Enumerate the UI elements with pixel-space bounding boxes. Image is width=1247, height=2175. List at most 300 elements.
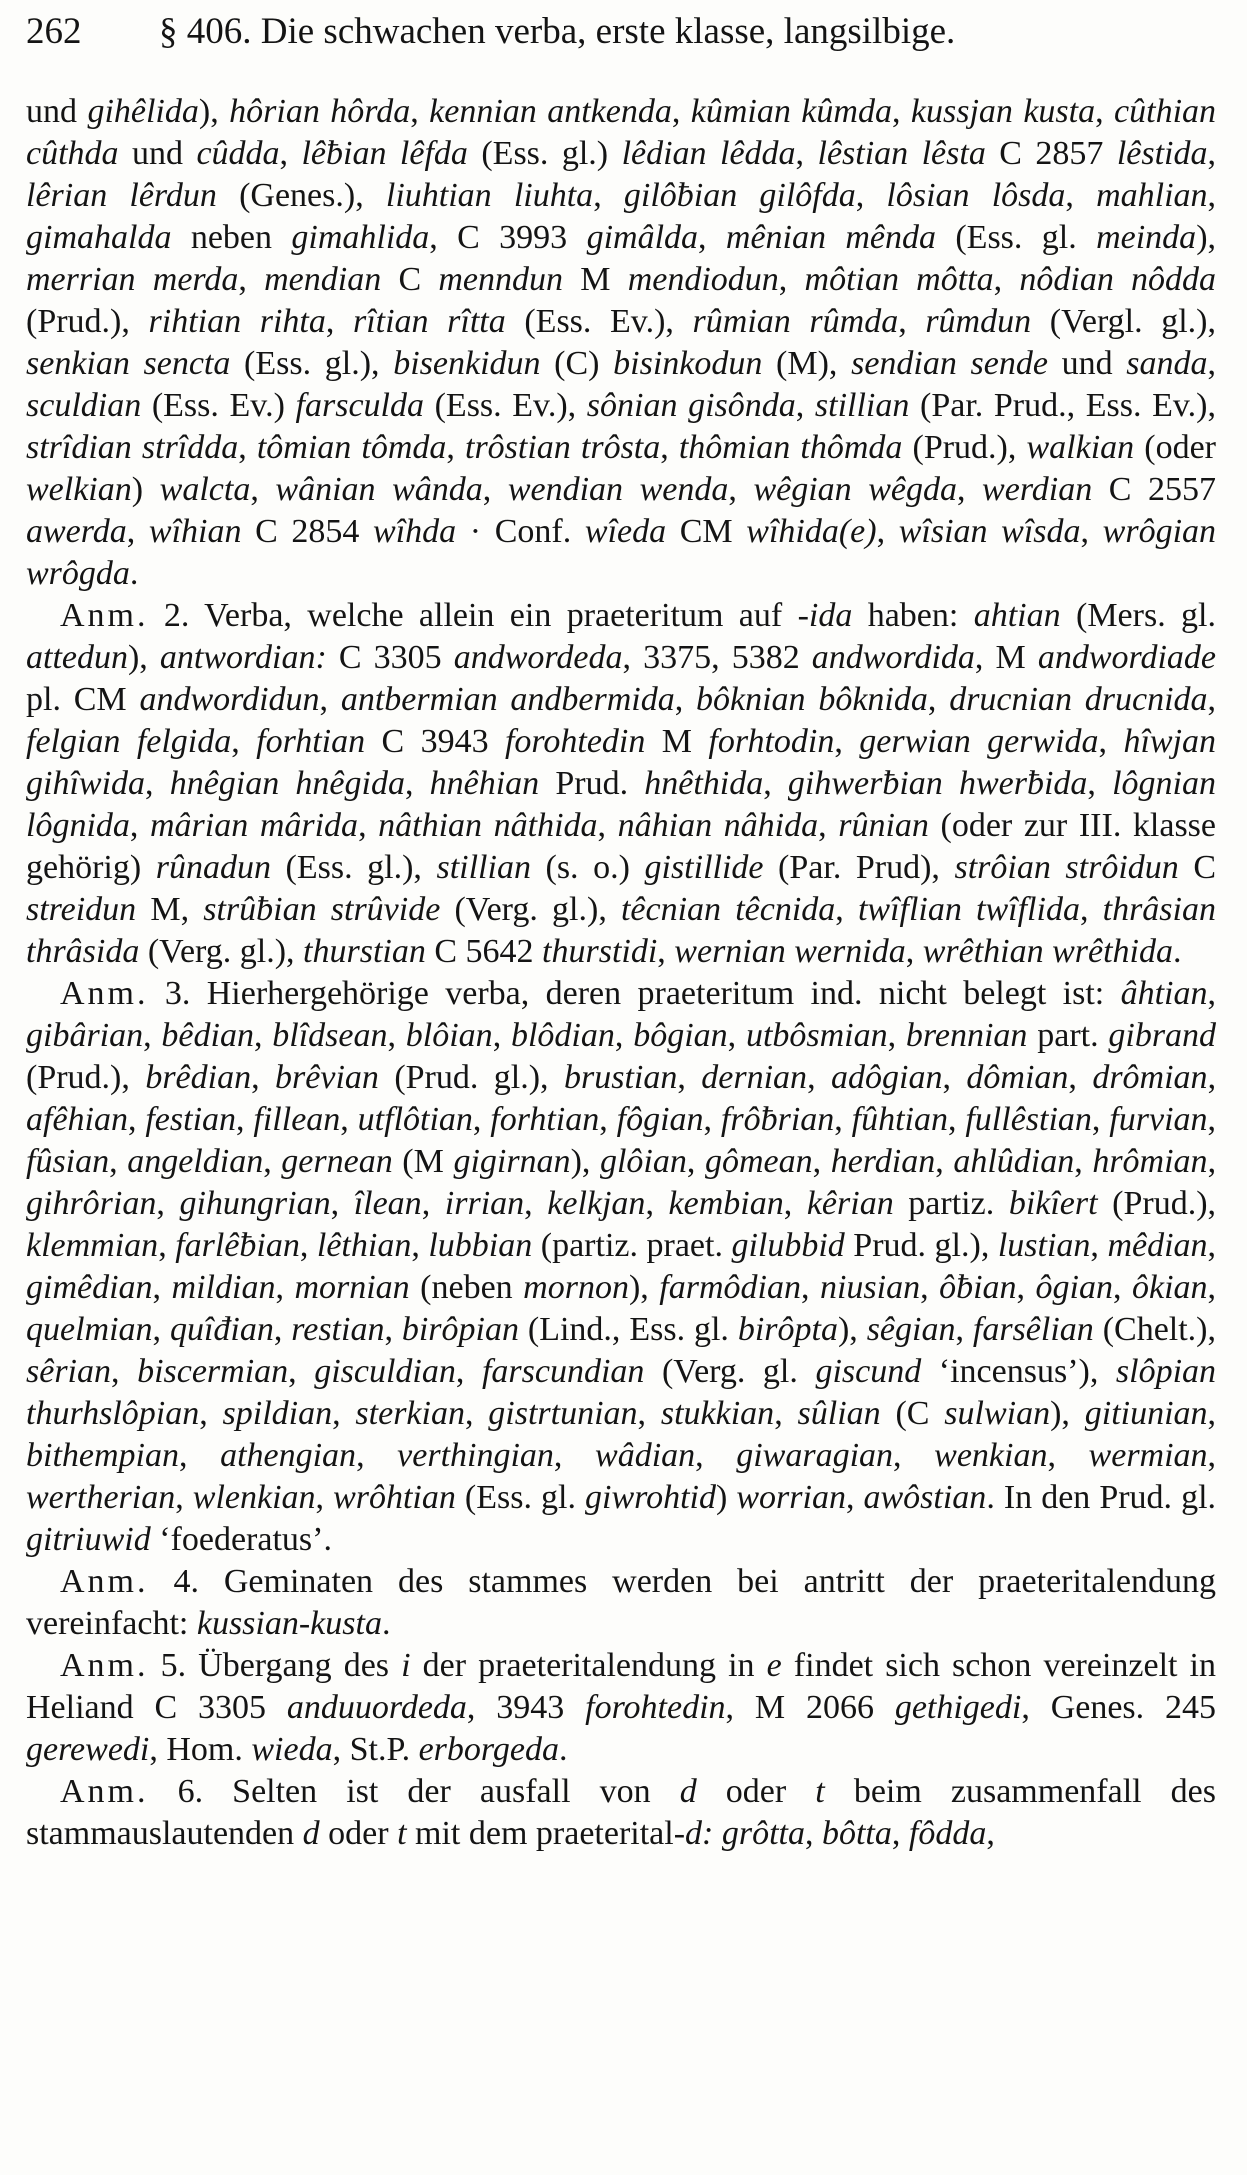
italic-word: gernean xyxy=(281,1143,393,1180)
italic-word: mornon xyxy=(523,1269,629,1306)
text-run: , xyxy=(1090,1227,1108,1264)
italic-word: utflôtian xyxy=(357,1101,473,1138)
italic-word: ôƀian xyxy=(939,1269,1017,1306)
italic-word: andwordiade xyxy=(1037,639,1217,676)
italic-word: wîsian wîsda xyxy=(898,513,1081,550)
text-run: , xyxy=(492,1017,511,1054)
text-run: , xyxy=(834,723,860,760)
text-run: , xyxy=(727,1017,746,1054)
text-run: (Ess. gl.), xyxy=(270,849,437,886)
text-run: . xyxy=(558,1731,568,1768)
text-run: ), xyxy=(628,1269,660,1306)
italic-word: walkian xyxy=(1026,429,1135,466)
text-run: , xyxy=(410,93,430,130)
text-run: (Ess. Ev.) xyxy=(141,387,296,424)
italic-word: welkian xyxy=(26,471,132,508)
italic-word: farscundian xyxy=(481,1353,645,1390)
italic-word: gimêdian xyxy=(26,1269,153,1306)
italic-word: lêrian lêrdun xyxy=(26,177,217,214)
text-run: , xyxy=(330,1185,354,1222)
text-run: , xyxy=(835,891,858,928)
text-run: , xyxy=(1080,513,1103,550)
italic-word: gethigedi xyxy=(894,1689,1022,1726)
text-run: , xyxy=(637,1395,661,1432)
text-run: (neben xyxy=(409,1269,524,1306)
italic-word: lêstida xyxy=(1116,135,1208,172)
italic-word: festian xyxy=(145,1101,237,1138)
text-run: , Hom. xyxy=(149,1731,252,1768)
running-title: § 406. Die schwachen verba, erste klasse, langsilbige. xyxy=(159,11,956,52)
text-run: M, xyxy=(136,891,204,928)
text-run: , xyxy=(891,1815,909,1852)
text-run: neben xyxy=(171,219,292,256)
italic-word: gihungrian xyxy=(179,1185,331,1222)
italic-word: wieda xyxy=(251,1731,333,1768)
italic-word: werdian xyxy=(982,471,1093,508)
italic-word: awôstian xyxy=(863,1479,987,1516)
italic-word: mendian xyxy=(264,261,382,298)
text-run: 4. Geminaten des stammes werden bei antritt der praeteritalendung vereinfacht: xyxy=(26,1563,1216,1642)
text-run: , xyxy=(178,1437,221,1474)
text-run: , xyxy=(783,1185,807,1222)
italic-word: ahtian xyxy=(973,597,1061,634)
text-run: ) xyxy=(131,471,160,508)
text-run: , xyxy=(404,765,430,802)
text-run: M xyxy=(645,723,709,760)
text-run: oder xyxy=(319,1815,398,1852)
italic-word: lôgnian lôgnida xyxy=(26,765,1216,844)
text-run: (Lind., Ess. gl. xyxy=(518,1311,738,1348)
text-run: (oder zur III. klasse gehörig) xyxy=(26,807,1216,886)
text-run: , xyxy=(818,807,839,844)
paragraph-anm-5 xyxy=(26,1645,1216,1771)
text-run: , 3943 xyxy=(466,1689,586,1726)
text-run: , xyxy=(251,1059,276,1096)
italic-word: sônian gisônda xyxy=(586,387,796,424)
italic-word: wlenkian xyxy=(192,1479,316,1516)
text-run: , xyxy=(1207,1143,1217,1180)
text-run: Prud. xyxy=(539,765,645,802)
italic-word: forohtedin xyxy=(504,723,646,760)
anm-label: Anm. xyxy=(60,1563,149,1600)
text-run: , xyxy=(695,1437,737,1474)
italic-word: gimahalda xyxy=(26,219,172,256)
italic-word: erborgeda xyxy=(418,1731,559,1768)
text-run: part. xyxy=(1027,1017,1109,1054)
text-run: , xyxy=(421,1185,445,1222)
italic-word: gistillide xyxy=(644,849,764,886)
text-run: , xyxy=(993,261,1020,298)
text-run: und xyxy=(1047,345,1127,382)
text-run: , xyxy=(299,1227,317,1264)
text-run: , xyxy=(927,681,950,718)
text-run: , C 3993 xyxy=(429,219,587,256)
text-run: , xyxy=(152,1269,172,1306)
italic-word: lêƀian lêfda xyxy=(301,135,468,172)
text-run: (Verg. gl. xyxy=(644,1353,816,1390)
italic-word: lustian xyxy=(997,1227,1091,1264)
italic-word: angeldian xyxy=(127,1143,264,1180)
text-run: , xyxy=(1207,1059,1217,1096)
italic-word: ahlûdian xyxy=(953,1143,1075,1180)
paragraph-word-list xyxy=(26,91,1216,595)
italic-word: strôian strôidun xyxy=(954,849,1179,886)
italic-word: e xyxy=(766,1647,782,1684)
anm-label: Anm. xyxy=(60,975,149,1012)
text-run: , xyxy=(325,303,353,340)
text-run: C 2854 xyxy=(241,513,374,550)
text-run: der praeteritalendung in xyxy=(410,1647,767,1684)
text-run: , xyxy=(109,1143,128,1180)
italic-word: afêhian xyxy=(26,1101,128,1138)
italic-word: fôgian xyxy=(616,1101,704,1138)
text-run: , xyxy=(905,933,923,970)
italic-word: wrêthian wrêthida xyxy=(922,933,1173,970)
italic-word: sculdian xyxy=(26,387,142,424)
italic-word: mendiodun xyxy=(627,261,779,298)
text-run: , xyxy=(674,681,697,718)
italic-word: bisinkodun xyxy=(613,345,763,382)
text-run: , xyxy=(455,1353,482,1390)
italic-word: d xyxy=(302,1815,320,1852)
italic-word: hrômian xyxy=(1092,1143,1208,1180)
italic-word: gerewedi xyxy=(26,1731,150,1768)
text-run: (Mers. gl. xyxy=(1060,597,1217,634)
anm-label: Anm. xyxy=(60,597,149,634)
text-run: , xyxy=(1047,1437,1089,1474)
italic-word: walcta xyxy=(159,471,251,508)
italic-word: sêgian xyxy=(866,1311,956,1348)
text-run: , 3375, 5382 xyxy=(622,639,812,676)
italic-word: frôƀrian xyxy=(720,1101,835,1138)
italic-word: forhtodin xyxy=(708,723,835,760)
italic-word: strûƀian strûvide xyxy=(203,891,441,928)
italic-word: âhtian xyxy=(1120,975,1208,1012)
italic-word: îlean xyxy=(353,1185,422,1222)
text-run: , xyxy=(273,1311,292,1348)
italic-word: gisculdian xyxy=(314,1353,456,1390)
italic-word: farlêƀian xyxy=(175,1227,300,1264)
text-run: . xyxy=(381,1605,391,1642)
text-run: , xyxy=(703,1101,721,1138)
text-run: , xyxy=(253,1017,273,1054)
italic-word: gihwerƀian hwerƀida xyxy=(787,765,1088,802)
italic-word: t xyxy=(815,1773,825,1810)
text-run: , xyxy=(1074,1143,1093,1180)
italic-word: meinda xyxy=(1096,219,1197,256)
text-run: , xyxy=(778,261,805,298)
italic-word: irrian xyxy=(444,1185,525,1222)
text-run: , xyxy=(671,93,691,130)
italic-word: gitriuwid xyxy=(26,1521,151,1558)
text-run: . In den Prud. gl. xyxy=(986,1479,1217,1516)
text-run: , xyxy=(986,1815,995,1852)
text-run: , xyxy=(236,1101,254,1138)
text-run: , xyxy=(657,933,675,970)
text-run: ), xyxy=(1050,1395,1085,1432)
text-run: C xyxy=(381,261,439,298)
italic-word: bôtta xyxy=(821,1815,892,1852)
text-run: , M xyxy=(974,639,1038,676)
italic-word: gômean xyxy=(704,1143,813,1180)
italic-word: gilubbid xyxy=(731,1227,845,1264)
text-run: (C xyxy=(880,1395,945,1432)
text-run: (Genes.), xyxy=(216,177,386,214)
italic-word: wîhian xyxy=(148,513,242,550)
text-run: (Ess. Ev.), xyxy=(505,303,693,340)
italic-word: thurstidi xyxy=(542,933,658,970)
text-run: , xyxy=(238,429,257,466)
italic-word: niusian xyxy=(819,1269,921,1306)
italic-word: lôsian lôsda xyxy=(886,177,1066,214)
text-run: , xyxy=(893,1437,935,1474)
text-run: , xyxy=(686,1143,705,1180)
italic-word: têcnian têcnida xyxy=(620,891,836,928)
text-run: , xyxy=(1065,177,1097,214)
text-run: , St.P. xyxy=(332,1731,419,1768)
text-run: (Prud.), xyxy=(26,303,149,340)
italic-word: sanda xyxy=(1126,345,1208,382)
italic-word: wenkian xyxy=(934,1437,1048,1474)
text-run: , xyxy=(599,1101,617,1138)
italic-word: worrian xyxy=(736,1479,846,1516)
italic-word: môtian môtta xyxy=(804,261,994,298)
italic-word: i xyxy=(401,1647,411,1684)
text-run: CM xyxy=(666,513,747,550)
italic-word: trôstian trôsta xyxy=(465,429,661,466)
text-run: , xyxy=(1079,891,1103,928)
text-run: C 3305 xyxy=(326,639,454,676)
italic-word: thrâsian thrâsida xyxy=(26,891,1216,970)
text-run: und xyxy=(118,135,197,172)
italic-word: gilôƀian gilôfda xyxy=(623,177,856,214)
italic-word: lubbian xyxy=(428,1227,533,1264)
text-run: , xyxy=(156,1185,180,1222)
text-run: , xyxy=(795,135,818,172)
italic-word: awerda xyxy=(26,513,127,550)
text-run: , xyxy=(238,261,265,298)
anm-label: Anm. xyxy=(60,1647,149,1684)
text-run: , xyxy=(1207,1227,1217,1264)
text-run: (Chelt.), xyxy=(1093,1311,1216,1348)
text-run: (Ess. gl. xyxy=(455,1479,585,1516)
italic-word: anduuordeda xyxy=(286,1689,467,1726)
italic-word: wîhda xyxy=(373,513,457,550)
text-run: , xyxy=(1207,1437,1217,1474)
text-run: , xyxy=(1087,765,1113,802)
text-run: , xyxy=(1207,1269,1217,1306)
italic-word: bêdian xyxy=(161,1017,254,1054)
text-run: , xyxy=(384,1311,402,1348)
text-run: , xyxy=(356,1437,398,1474)
italic-word: giwaragian xyxy=(736,1437,894,1474)
text-run: (Prud. gl.), xyxy=(378,1059,564,1096)
italic-word: restian xyxy=(291,1311,385,1348)
italic-word: gerwian gerwida xyxy=(859,723,1099,760)
text-run: , xyxy=(795,387,815,424)
page-body xyxy=(26,91,1216,1855)
text-run: , xyxy=(955,1311,973,1348)
italic-word: hôrian hôrda xyxy=(229,93,411,130)
text-run: , xyxy=(175,1479,193,1516)
italic-word: forohtedin xyxy=(585,1689,726,1726)
italic-word: wîhida(e) xyxy=(746,513,877,550)
text-run: , xyxy=(472,1101,491,1138)
text-run: , xyxy=(482,471,508,508)
italic-word: twîflian twîflida xyxy=(857,891,1080,928)
italic-word: wânian wânda xyxy=(275,471,483,508)
italic-word: drucnian drucnida xyxy=(949,681,1208,718)
italic-word: giscund xyxy=(815,1353,922,1390)
text-run: (Verg. gl.), xyxy=(139,933,304,970)
text-run: ‘foederatus’. xyxy=(150,1521,332,1558)
text-run: , xyxy=(446,429,465,466)
text-run: ), xyxy=(570,1143,600,1180)
paragraph-anm-2 xyxy=(26,595,1216,973)
italic-word: forhtian xyxy=(490,1101,600,1138)
italic-word: bisenkidun xyxy=(393,345,541,382)
italic-word: kêrian xyxy=(806,1185,894,1222)
text-run: (Prud.), xyxy=(1097,1185,1217,1222)
italic-word: mârian mârida xyxy=(150,807,359,844)
text-run: C xyxy=(1178,849,1216,886)
italic-word: streidun xyxy=(26,891,137,928)
text-run: , xyxy=(834,1101,852,1138)
text-run: , xyxy=(250,471,276,508)
text-run: , xyxy=(763,765,788,802)
text-run: , xyxy=(597,807,618,844)
italic-word: lêstian lêsta xyxy=(817,135,986,172)
italic-word: tômian tômda xyxy=(256,429,447,466)
italic-word: bôknian bôknida xyxy=(696,681,928,718)
anm-label: Anm. xyxy=(60,1773,149,1810)
italic-word: drômian xyxy=(1092,1059,1208,1096)
italic-word: glôian xyxy=(599,1143,687,1180)
italic-word: wrôhtian xyxy=(333,1479,456,1516)
paragraph-anm-6 xyxy=(26,1771,1216,1855)
italic-word: ôkian xyxy=(1132,1269,1208,1306)
italic-word: gihrôrian xyxy=(26,1185,157,1222)
text-run: , xyxy=(1095,93,1115,130)
text-run: , xyxy=(1016,1269,1036,1306)
text-run: . xyxy=(1173,933,1182,970)
italic-word: blîdsean xyxy=(272,1017,388,1054)
text-run: , xyxy=(804,1815,822,1852)
text-run: , xyxy=(935,1143,954,1180)
text-run: ), xyxy=(127,639,160,676)
running-header xyxy=(26,6,1216,58)
page-number: 262 xyxy=(26,11,82,52)
text-run: · Conf. xyxy=(456,513,585,550)
italic-word: gibrand xyxy=(1108,1017,1217,1054)
text-run: , xyxy=(956,471,983,508)
italic-word: stillian xyxy=(814,387,910,424)
text-run: Prud. gl.), xyxy=(844,1227,998,1264)
text-run: (Ess. Ev.), xyxy=(423,387,587,424)
text-run: partiz. xyxy=(893,1185,1009,1222)
text-run: , xyxy=(1207,345,1216,382)
text-run: , xyxy=(358,807,379,844)
text-run: , Genes. 245 xyxy=(1021,1689,1217,1726)
italic-word: rîtian rîtta xyxy=(352,303,506,340)
italic-word: verthingian xyxy=(397,1437,554,1474)
text-run: , xyxy=(275,1269,295,1306)
text-run: C 5642 xyxy=(425,933,543,970)
italic-word: gimâlda xyxy=(586,219,699,256)
text-run: , xyxy=(947,1101,966,1138)
text-run: ‘incensus’), xyxy=(921,1353,1116,1390)
italic-word: fûhtian xyxy=(851,1101,948,1138)
italic-word: wâdian xyxy=(595,1437,696,1474)
text-run: , xyxy=(127,1101,146,1138)
italic-word: senkian sencta xyxy=(26,345,231,382)
text-run: , xyxy=(1207,177,1217,214)
italic-word: gitiunian xyxy=(1084,1395,1208,1432)
text-run: , xyxy=(411,1227,429,1264)
italic-word: fôdda xyxy=(908,1815,987,1852)
italic-word: brennian xyxy=(905,1017,1028,1054)
italic-word: furvian xyxy=(1109,1101,1208,1138)
text-run: , xyxy=(855,177,887,214)
text-run: (Par. Prud., Ess. Ev.), xyxy=(909,387,1216,424)
text-run: , xyxy=(593,177,624,214)
text-run: , xyxy=(152,1311,170,1348)
italic-word: felgian felgida xyxy=(26,723,232,760)
text-run: , xyxy=(800,1269,820,1306)
text-run: , xyxy=(728,471,754,508)
italic-word: utbôsmian xyxy=(745,1017,888,1054)
italic-word: cûdda xyxy=(196,135,280,172)
italic-word: athengian xyxy=(220,1437,357,1474)
text-run: . xyxy=(129,555,139,592)
italic-word: farmôdian xyxy=(659,1269,801,1306)
italic-word: menndun xyxy=(438,261,563,298)
text-run: C 3943 xyxy=(365,723,505,760)
italic-word: brêdian xyxy=(145,1059,252,1096)
text-run: , xyxy=(319,681,341,718)
text-run: , xyxy=(660,429,679,466)
italic-word: rûnadun xyxy=(155,849,271,886)
text-run: , xyxy=(199,1395,223,1432)
italic-word: attedun xyxy=(26,639,128,676)
italic-word: sulwian xyxy=(944,1395,1051,1432)
text-run: , xyxy=(1098,723,1124,760)
italic-word: andwordida xyxy=(811,639,975,676)
text-run: C 2857 xyxy=(985,135,1117,172)
italic-word: rûmian rûmda xyxy=(692,303,899,340)
text-run: , xyxy=(288,1353,315,1390)
italic-word: cûthian cûthda xyxy=(26,93,1217,172)
italic-word: kussjan kusta xyxy=(910,93,1096,130)
text-run: , xyxy=(774,1395,798,1432)
italic-word: kennian antkenda xyxy=(429,93,672,130)
text-run: , xyxy=(614,1017,634,1054)
italic-word: rûmdun xyxy=(925,303,1032,340)
text-run: , xyxy=(845,1479,864,1516)
text-run: , xyxy=(645,1185,669,1222)
italic-word: fullêstian xyxy=(965,1101,1092,1138)
italic-word: gistrtunian xyxy=(488,1395,638,1432)
text-run: ) xyxy=(716,1479,737,1516)
text-run: , xyxy=(263,1143,282,1180)
italic-word: wernian wernida xyxy=(674,933,906,970)
text-run: , xyxy=(126,513,149,550)
italic-word: -ida xyxy=(797,597,853,634)
italic-word: gigirnan xyxy=(453,1143,571,1180)
text-run: (oder xyxy=(1134,429,1216,466)
italic-word: t xyxy=(397,1815,407,1852)
text-run: , xyxy=(340,1101,358,1138)
